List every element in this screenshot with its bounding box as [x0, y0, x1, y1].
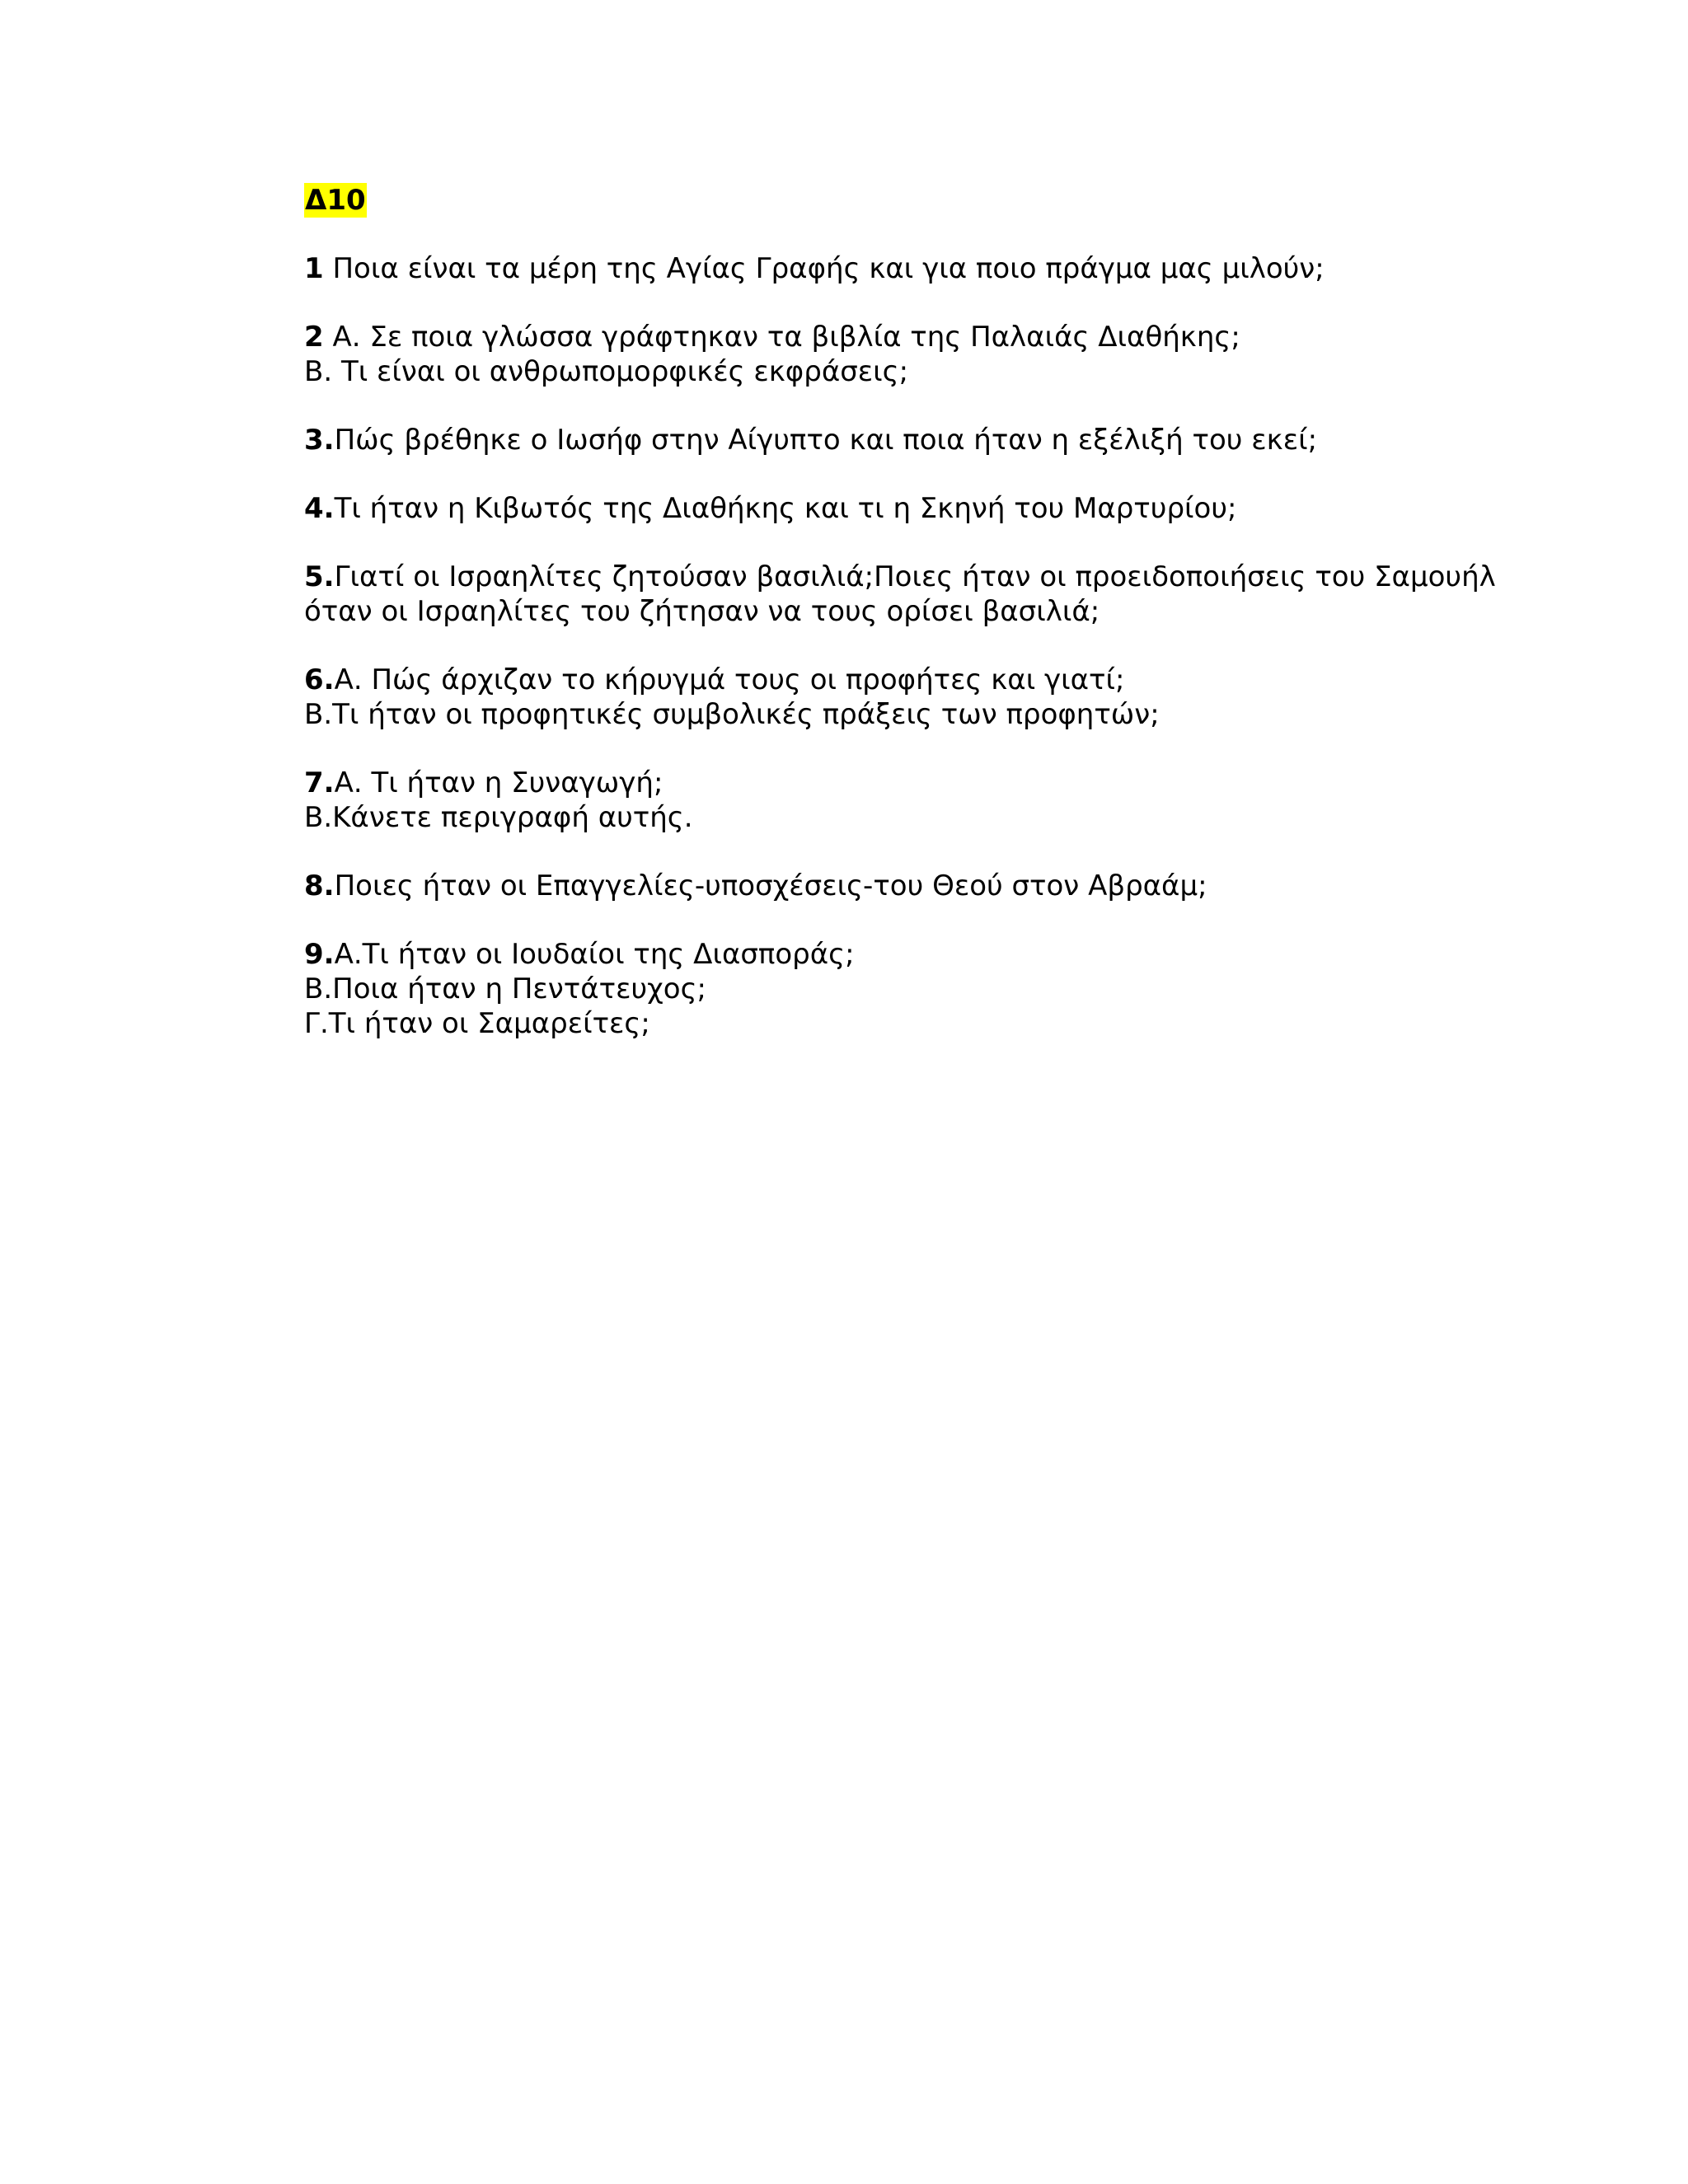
question-line — [304, 320, 1392, 354]
question-3 — [304, 423, 1392, 457]
question-text: Α.Τι ήταν οι Ιουδαίοι της Διασποράς; — [334, 938, 855, 971]
document-content — [304, 183, 1496, 1075]
question-text: Β. Τι είναι οι ανθρωπομορφικές εκφράσεις; — [304, 355, 909, 388]
question-number: 7. — [304, 766, 335, 799]
question-line — [304, 937, 1392, 972]
question-text: Γ.Τι ήταν οι Σαμαρείτες; — [304, 1007, 650, 1040]
question-text: Α. Σε ποια γλώσσα γράφτηκαν τα βιβλία της Παλαιάς Διαθήκης; — [323, 321, 1240, 354]
question-line — [304, 251, 1392, 286]
question-1 — [304, 251, 1392, 286]
question-number: 2 — [304, 321, 324, 354]
question-5 — [304, 560, 1496, 629]
question-text: Γιατί οι Ισραηλίτες ζητούσαν βασιλιά;Ποιες ήταν οι προειδοποιήσεις του Σαμουήλ — [334, 560, 1496, 593]
question-number: 5. — [304, 560, 335, 593]
question-text: Ποια είναι τα μέρη της Αγίας Γραφής και για ποιο πράγμα μας μιλούν; — [323, 252, 1325, 285]
question-line — [304, 560, 1496, 594]
question-text: Β.Κάνετε περιγραφή αυτής. — [304, 801, 693, 834]
question-text: Τι ήταν η Κιβωτός της Διαθήκης και τι η Σκηνή του Μαρτυρίου; — [334, 492, 1237, 525]
question-text: Β.Τι ήταν οι προφητικές συμβολικές πράξεις των προφητών; — [304, 698, 1160, 731]
question-text: Α. Πώς άρχιζαν το κήρυγμά τους οι προφήτες και γιατί; — [334, 663, 1125, 696]
question-6 — [304, 663, 1392, 732]
document-title-row — [304, 183, 1392, 251]
question-text: όταν οι Ισραηλίτες του ζήτησαν να τους ορίσει βασιλιά; — [304, 595, 1100, 628]
document-title: Δ10 — [305, 184, 366, 217]
question-text: Πώς βρέθηκε ο Ιωσήφ στην Αίγυπτο και ποια ήταν η εξέλιξή του εκεί; — [334, 424, 1318, 457]
question-number: 3. — [304, 424, 335, 457]
question-line — [304, 663, 1392, 697]
question-line — [304, 766, 1392, 800]
question-9 — [304, 937, 1392, 1041]
question-text: Β.Ποια ήταν η Πεντάτευχος; — [304, 972, 707, 1005]
question-number: 1 — [304, 252, 324, 285]
question-text: Ποιες ήταν οι Επαγγελίες-υποσχέσεις-του Θεού στον Αβραάμ; — [334, 869, 1207, 902]
question-number: 4. — [304, 492, 335, 525]
question-7 — [304, 766, 1392, 835]
question-line — [304, 491, 1392, 526]
question-line — [304, 869, 1392, 903]
question-8 — [304, 869, 1392, 903]
question-number: 8. — [304, 869, 335, 902]
question-line — [304, 423, 1392, 457]
question-number: 9. — [304, 938, 335, 971]
question-text: Α. Τι ήταν η Συναγωγή; — [334, 766, 663, 799]
question-2 — [304, 320, 1392, 389]
question-number: 6. — [304, 663, 335, 696]
question-4 — [304, 491, 1392, 526]
